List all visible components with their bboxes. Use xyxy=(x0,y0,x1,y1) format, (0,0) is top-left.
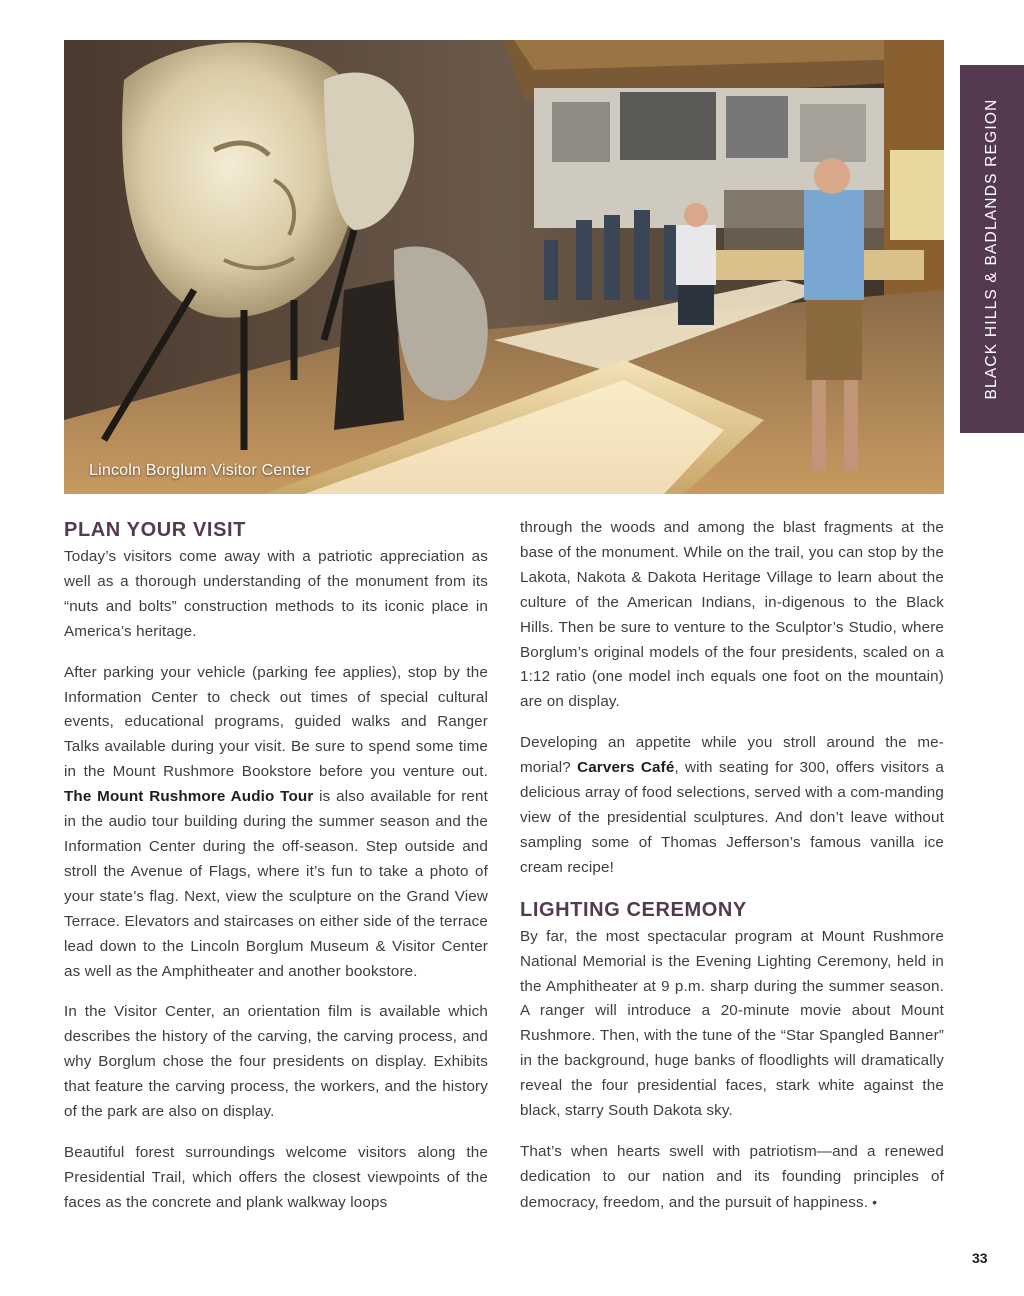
visitor-center-photo xyxy=(64,40,944,494)
plan-paragraph-2-end: is also available for rent in the audio tour building during the summer season and the Information Center during the off-season. Step outside and stroll the Avenue of Flags, where it’s fun to take a photo of your state’s flag. Next, view the sculpture on the Grand View Terrace. Elevators and staircases on either side of the terrace lead down to the Lincoln Borglum Museum & Visitor Center as well as the Amphitheater and another bookstore. xyxy=(64,788,488,980)
plan-paragraph-3: In the Visitor Center, an orientation film is available which describes the history of the carving, the carving process, and why Borglum chose the four presidents on display. Exhibits that feature the carving process, the workers, and the history of the park are also on display. xyxy=(64,1003,488,1121)
lighting-paragraph-2-text: That’s when hearts swell with patriotism—and a renewed dedication to our nation and its founding principles of democracy, freedom, and the pursuit of happiness. xyxy=(520,1142,944,1211)
page-number: 33 xyxy=(972,1250,988,1266)
plan-paragraph-5 xyxy=(520,731,944,880)
audio-tour-name: The Mount Rushmore Audio Tour xyxy=(64,788,314,806)
lighting-paragraph-1: By far, the most spectacular program at Mount Rushmore National Memorial is the Evening Lighting Ceremony, held in the Amphitheater at 9 p.m. sharp during the summer season. A ranger will introduce a 20-minute movie about Mount Rushmore. Then, with the tune of the “Star Spangled Banner” in the background, huge banks of floodlights will dramatically reveal the four presidential faces, stark white against the black, starry South Dakota sky. xyxy=(520,927,944,1120)
museum-interior-illustration xyxy=(64,40,944,494)
plan-paragraph-5-end: , with seating for 300, offers visitors a delicious array of food selections, served with a com-manding view of the presidential sculptures. And don’t leave without sampling some of Thomas Jefferson’s famous vanilla ice cream recipe! xyxy=(520,759,945,876)
plan-paragraph-4-end: through the woods and among the blast fragments at the base of the monument. While on the trail, you can stop by the Lakota, Nakota & Dakota Heritage Village to learn about the culture of the American Indians, in-digenous to the Black Hills. Then be sure to venture to the Sculptor’s Studio, where Borglum’s original models of the four presidents, scaled on a 1:12 ratio (one model inch equals one foot on the mountain) are on display. xyxy=(520,519,944,711)
lighting-ceremony-heading: LIGHTING CEREMONY xyxy=(520,898,747,921)
end-mark: • xyxy=(872,1193,878,1210)
plan-paragraph-4-start: Beautiful forest surroundings welcome visitors along the Presidential Trail, which offers the closest viewpoints of the faces as the concrete and plank walkway loops xyxy=(64,1143,488,1211)
plan-paragraph-5-start: Developing an appetite while you stroll around the me-morial? xyxy=(520,734,944,777)
cafe-name: Carvers Café xyxy=(577,759,675,777)
plan-your-visit-heading: PLAN YOUR VISIT xyxy=(64,519,246,541)
left-column xyxy=(64,517,488,1216)
right-column xyxy=(520,516,944,1216)
plan-paragraph-1: Today’s visitors come away with a patriotic appreciation as well as a thorough understanding of the monument from its “nuts and bolts” construction methods to its iconic place in America’s heritage. xyxy=(64,548,488,640)
region-side-tab xyxy=(960,65,1024,433)
plan-paragraph-2 xyxy=(64,661,488,985)
lighting-paragraph-2 xyxy=(520,1140,944,1216)
photo-caption: Lincoln Borglum Visitor Center xyxy=(89,462,311,479)
plan-paragraph-2-start: After parking your vehicle (parking fee applies), stop by the Information Center to check out times of special cultural events, educational programs, guided walks and Ranger Talks available during your visit. Be sure to spend some time in the Mount Rushmore Bookstore before you venture out. xyxy=(64,663,488,781)
region-label: BLACK HILLS & BADLANDS REGION xyxy=(983,98,1000,400)
